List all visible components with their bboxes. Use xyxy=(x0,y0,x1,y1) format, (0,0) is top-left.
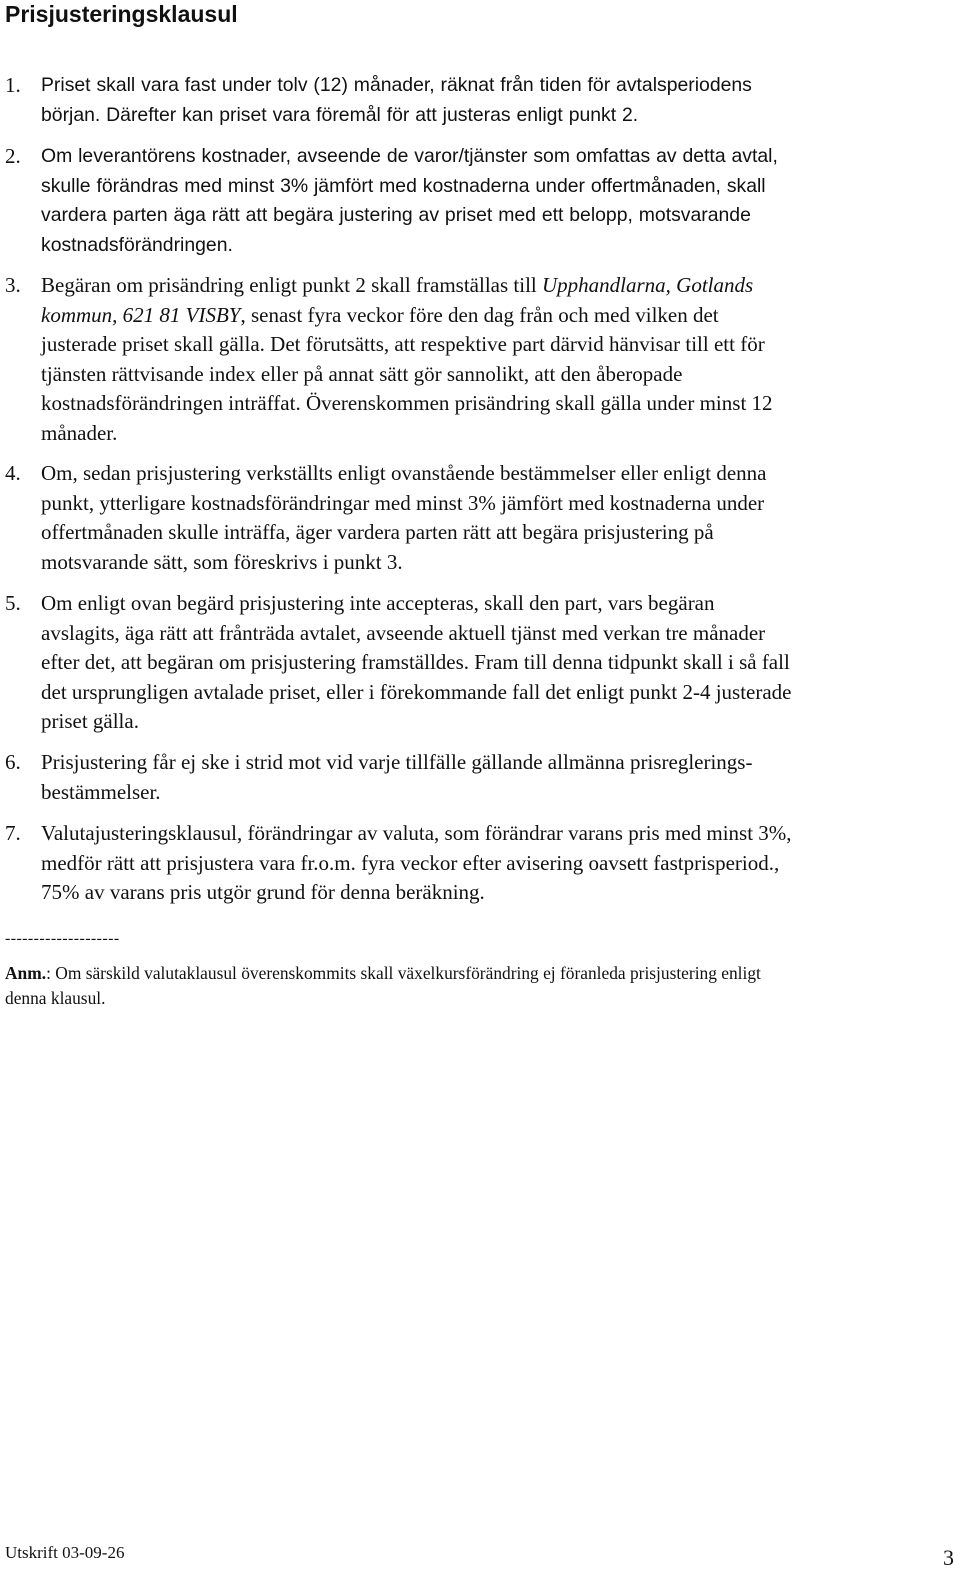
clause-number: 7. xyxy=(5,821,21,845)
clause-line: Om, sedan prisjustering verkställts enligt ovanstående bestämmelser eller enligt denna xyxy=(41,461,767,485)
clause-line: kostnadsförändringen inträffat. Överenskommen prisändring skall gälla under minst 12 xyxy=(41,391,773,415)
clause-line: det ursprungligen avtalade priset, eller i förekommande fall det enligt punkt 2-4 justerade xyxy=(41,679,792,704)
clause-line xyxy=(41,301,957,331)
clause-line: Om leverantörens kostnader, avseende de varor/tjänster som omfattas av detta avtal, xyxy=(41,145,778,167)
clause-line: offertmånaden skulle inträffa, äger vardera parten rätt att begära prisjustering på xyxy=(41,520,714,544)
clause-line: punkt, ytterligare kostnadsförändringar med minst 3% jämfört med kostnaderna under xyxy=(41,490,765,515)
page-title: Prisjusteringsklausul xyxy=(5,1,238,27)
clause-line: 75% av varans pris utgör grund för denna beräkning. xyxy=(41,880,485,904)
clause-line: justerade priset skall gälla. Det förutsätts, att respektive part därvid hänvisar till ett för xyxy=(41,332,765,356)
clause-number: 6. xyxy=(5,750,21,774)
clause-line: bestämmelser. xyxy=(41,779,161,804)
footnote-text: : Om särskild valutaklausul överenskommits skall växelkursförändring ej föranleda prisjustering enligt xyxy=(46,963,761,983)
page-number: 3 xyxy=(943,1545,954,1570)
clause-line-part: , senast fyra veckor före den dag från och med vilken det xyxy=(240,302,719,327)
clause-line: Prisjustering får ej ske i strid mot vid varje tillfälle gällande allmänna prisreglerings- xyxy=(41,750,753,774)
clause-line: avslagits, äga rätt att frånträda avtalet, avseende aktuell tjänst med verkan tre månader xyxy=(41,620,766,645)
clause-line: tjänsten rättvisande index eller på annat sätt gör sannolikt, att den åberopade xyxy=(41,361,683,386)
clause-line: skulle förändras med minst 3% jämfört med kostnaderna under offertmånaden, skall xyxy=(41,174,766,197)
clause-number: 3. xyxy=(5,273,21,297)
clause-line: Valutajusteringsklausul, förändringar av valuta, som förändrar varans pris med minst 3%, xyxy=(41,821,792,845)
clause-line: medför rätt att prisjustera vara fr.o.m. fyra veckor efter avisering oavsett fastprisperiod., xyxy=(41,850,780,875)
clause-number: 5. xyxy=(5,591,21,615)
clause-text xyxy=(41,71,957,130)
clause-line: månader. xyxy=(41,420,118,445)
clause-text xyxy=(41,748,957,807)
print-date: Utskrift 03-09-26 xyxy=(5,1543,125,1562)
footnote-separator: -------------------- xyxy=(5,930,120,947)
clause-number: 1. xyxy=(5,73,21,97)
clause-line: motsvarande sätt, som föreskrivs i punkt 3. xyxy=(41,549,403,574)
footnote-line: denna klausul. xyxy=(5,988,106,1008)
recipient-address: Upphandlarna, Gotlands xyxy=(542,273,754,297)
clause-text xyxy=(41,142,957,260)
recipient-address: kommun, 621 81 VISBY xyxy=(41,302,241,327)
clause-line: vardera parten äga rätt att begära justering av priset med ett belopp, motsvarande xyxy=(41,204,751,226)
footnote-line xyxy=(5,961,955,986)
clause-line: Om enligt ovan begärd prisjustering inte accepteras, skall den part, vars begäran xyxy=(41,591,715,615)
clause-line: efter det, att begäran om prisjustering framställdes. Fram till denna tidpunkt skall i så fall xyxy=(41,650,790,674)
clause-line: kostnadsförändringen. xyxy=(41,233,233,256)
footnote-label: Anm. xyxy=(5,963,47,983)
clause-line: början. Därefter kan priset vara föremål för att justeras enligt punkt 2. xyxy=(41,103,639,126)
clause-text xyxy=(41,819,957,908)
clause-line-part: Begäran om prisändring enligt punkt 2 skall framställas till xyxy=(41,273,542,297)
clause-number: 4. xyxy=(5,461,21,485)
clause-text xyxy=(41,271,957,448)
clause-number: 2. xyxy=(5,144,21,168)
clause-line: priset gälla. xyxy=(41,709,139,733)
clause-line: Priset skall vara fast under tolv (12) månader, räknat från tiden för avtalsperiodens xyxy=(41,74,752,96)
footnote xyxy=(5,961,955,1011)
clause-line xyxy=(41,271,957,301)
clause-text xyxy=(41,589,957,737)
clause-text xyxy=(41,459,957,577)
